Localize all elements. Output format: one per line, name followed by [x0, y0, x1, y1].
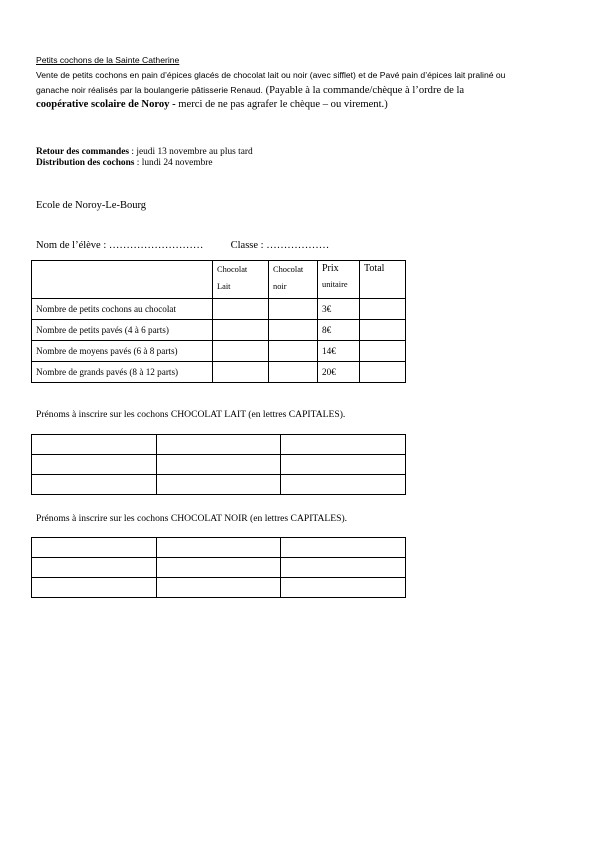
name-cell[interactable] — [32, 475, 157, 495]
coop-name: coopérative scolaire de Noroy - — [36, 99, 176, 110]
payment-note: (Payable à la commande/chèque à l’ordre de la — [262, 85, 465, 96]
retour-label: Retour des commandes — [36, 147, 130, 157]
lait-qty-cell[interactable] — [213, 362, 269, 383]
name-cell[interactable] — [32, 455, 157, 475]
section-title-noir: Prénoms à inscrire sur les cochons CHOCOLAT NOIR (en lettres CAPITALES). — [36, 513, 348, 524]
lait-qty-cell[interactable] — [213, 341, 269, 362]
names-table-lait — [31, 434, 406, 495]
table-row — [32, 435, 406, 455]
unit-price: 3€ — [318, 299, 360, 320]
table-row — [32, 362, 406, 383]
name-cell[interactable] — [281, 455, 406, 475]
distribution-label: Distribution des cochons — [36, 158, 135, 168]
lait-qty-cell[interactable] — [213, 320, 269, 341]
names-table-noir — [31, 537, 406, 598]
table-row — [32, 538, 406, 558]
name-cell[interactable] — [281, 538, 406, 558]
student-line — [36, 240, 329, 251]
total-cell[interactable] — [360, 320, 406, 341]
order-table-header — [32, 261, 406, 299]
total-cell[interactable] — [360, 362, 406, 383]
name-cell[interactable] — [156, 435, 281, 455]
name-cell[interactable] — [32, 558, 157, 578]
student-name-field[interactable]: Nom de l’élève : ……………………… — [36, 240, 204, 251]
table-row — [32, 320, 406, 341]
total-cell[interactable] — [360, 299, 406, 320]
row-label: Nombre de petits cochons au chocolat — [32, 299, 213, 320]
header-total: Total — [360, 261, 406, 299]
section-title-lait: Prénoms à inscrire sur les cochons CHOCOLAT LAIT (en lettres CAPITALES). — [36, 409, 346, 420]
payment-note-end: merci de ne pas agrafer le chèque – ou virement.) — [175, 99, 388, 110]
lait-qty-cell[interactable] — [213, 299, 269, 320]
student-class-field[interactable]: Classe : ……………… — [230, 240, 330, 251]
name-cell[interactable] — [156, 455, 281, 475]
noir-qty-cell[interactable] — [269, 299, 318, 320]
distribution-value: : lundi 24 novembre — [134, 158, 213, 168]
name-cell[interactable] — [281, 558, 406, 578]
unit-price: 20€ — [318, 362, 360, 383]
header-prix-unitaire: Prix unitaire — [318, 261, 360, 299]
name-cell[interactable] — [156, 558, 281, 578]
table-row — [32, 578, 406, 598]
order-table — [31, 260, 406, 383]
noir-qty-cell[interactable] — [269, 320, 318, 341]
table-row — [32, 455, 406, 475]
unit-price: 14€ — [318, 341, 360, 362]
unit-price: 8€ — [318, 320, 360, 341]
header-chocolat-noir: Chocolat noir — [269, 261, 318, 299]
name-cell[interactable] — [281, 578, 406, 598]
retour-value: : jeudi 13 novembre au plus tard — [129, 147, 253, 157]
table-row — [32, 341, 406, 362]
noir-qty-cell[interactable] — [269, 341, 318, 362]
table-row — [32, 558, 406, 578]
school-name: Ecole de Noroy-Le-Bourg — [36, 200, 147, 211]
name-cell[interactable] — [156, 578, 281, 598]
sale-title: Petits cochons de la Sainte Catherine — [36, 55, 180, 65]
name-cell[interactable] — [281, 435, 406, 455]
header-chocolat-lait: Chocolat Lait — [213, 261, 269, 299]
sale-description: Vente de petits cochons en pain d’épices glacés de chocolat lait ou noir (avec sifflet) et de Pavé pain d’épices lait praliné ou ganache noir réalisés par la boulangerie pâtisserie Renaud. — [36, 70, 506, 95]
intro-paragraph — [36, 53, 506, 112]
name-cell[interactable] — [281, 475, 406, 495]
row-label: Nombre de moyens pavés (6 à 8 parts) — [32, 341, 213, 362]
total-cell[interactable] — [360, 341, 406, 362]
table-row — [32, 475, 406, 495]
name-cell[interactable] — [156, 475, 281, 495]
row-label: Nombre de grands pavés (8 à 12 parts) — [32, 362, 213, 383]
row-label: Nombre de petits pavés (4 à 6 parts) — [32, 320, 213, 341]
dates-block — [36, 147, 253, 169]
table-row — [32, 299, 406, 320]
name-cell[interactable] — [32, 538, 157, 558]
name-cell[interactable] — [32, 435, 157, 455]
name-cell[interactable] — [156, 538, 281, 558]
name-cell[interactable] — [32, 578, 157, 598]
noir-qty-cell[interactable] — [269, 362, 318, 383]
